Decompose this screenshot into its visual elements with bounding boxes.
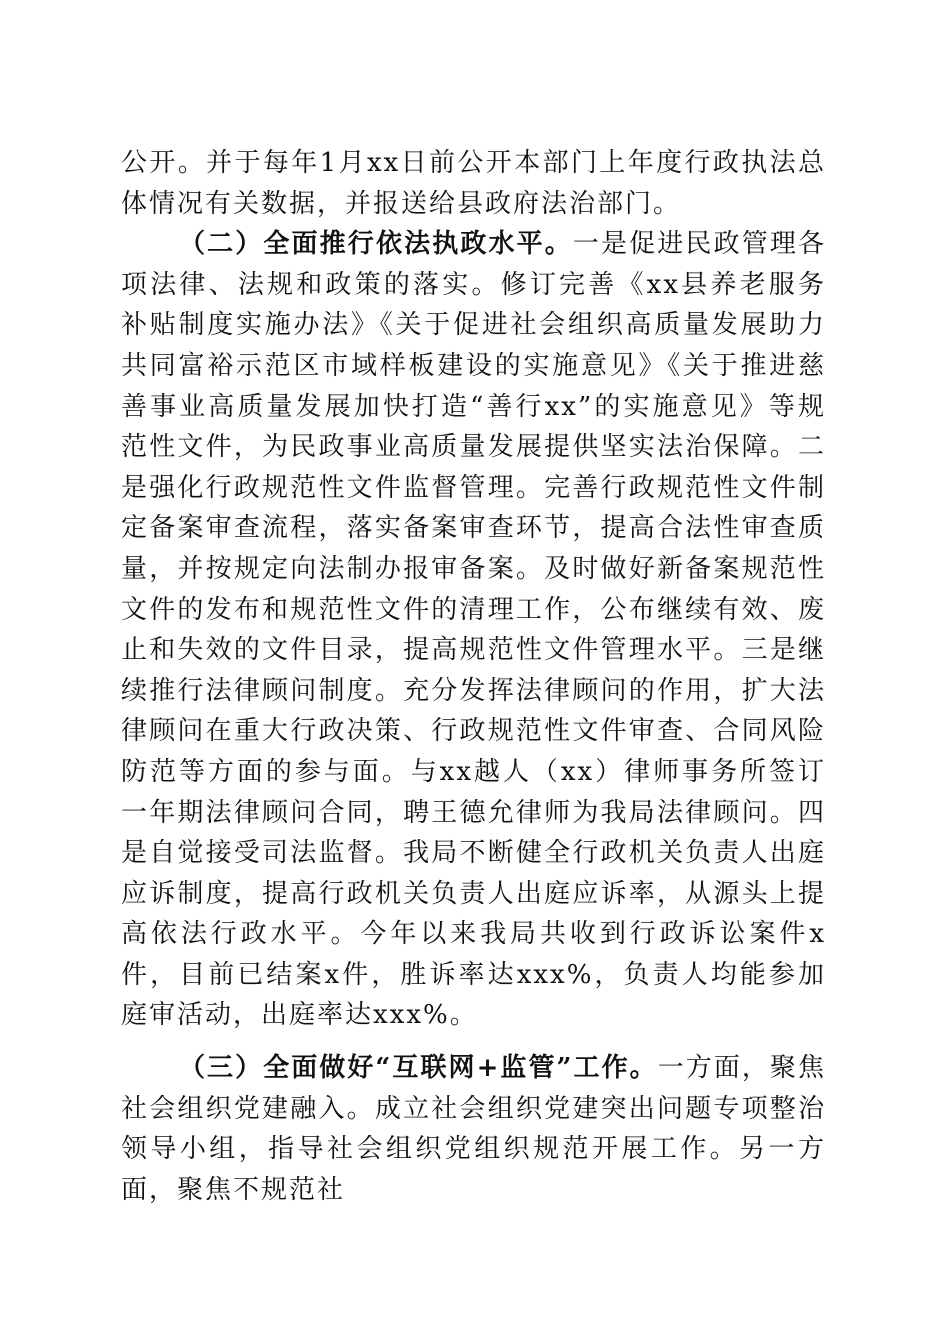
paragraph-section-3 bbox=[121, 1048, 826, 1210]
document-body bbox=[121, 143, 826, 1210]
paragraph-text: 一是促进民政管理各项法律、法规和政策的落实。修订完善《xx县养老服务补贴制度实施办法》《关于促进社会组织高质量发展助力共同富裕示范区市域样板建设的实施意见》《关于推进慈善事业高质量发展加快打造“善行xx”的实施意见》等规范性文件，为民政事业高质量发展提供坚实法治保障。二是强化行政规范性文件监督管理。完善行政规范性文件制定备案审查流程，落实备案审查环节，提高合法性审查质量，并按规定向法制办报审备案。及时做好新备案规范性文件的发布和规范性文件的清理工作，公布继续有效、废止和失效的文件目录，提高规范性文件管理水平。三是继续推行法律顾问制度。充分发挥法律顾问的作用，扩大法律顾问在重大行政决策、行政规范性文件审查、合同风险防范等方面的参与面。与xx越人（xx）律师事务所签订一年期法律顾问合同，聘王德允律师为我局法律顾问。四是自觉接受司法监督。我局不断健全行政机关负责人出庭应诉制度，提高行政机关负责人出庭应诉率，从源头上提高依法行政水平。今年以来我局共收到行政诉讼案件x件，目前已结案x件，胜诉率达xxx%，负责人均能参加庭审活动，出庭率达xxx%。 bbox=[121, 229, 826, 1031]
paragraph-continuation bbox=[121, 143, 826, 224]
paragraph-text: 一方面，聚焦社会组织党建融入。成立社会组织党建突出问题专项整治领导小组，指导社会组织党组织规范开展工作。另一方面，聚焦不规范社 bbox=[121, 1053, 826, 1205]
section-heading: （二）全面推行依法执政水平。 bbox=[179, 229, 573, 260]
paragraph-text: 公开。并于每年1月xx日前公开本部门上年度行政执法总体情况有关数据，并报送给县政府法治部门。 bbox=[121, 148, 826, 219]
paragraph-spacer bbox=[121, 1036, 826, 1048]
paragraph-section-2 bbox=[121, 224, 826, 1036]
section-heading: （三）全面做好“互联网+监管”工作。 bbox=[179, 1053, 658, 1084]
